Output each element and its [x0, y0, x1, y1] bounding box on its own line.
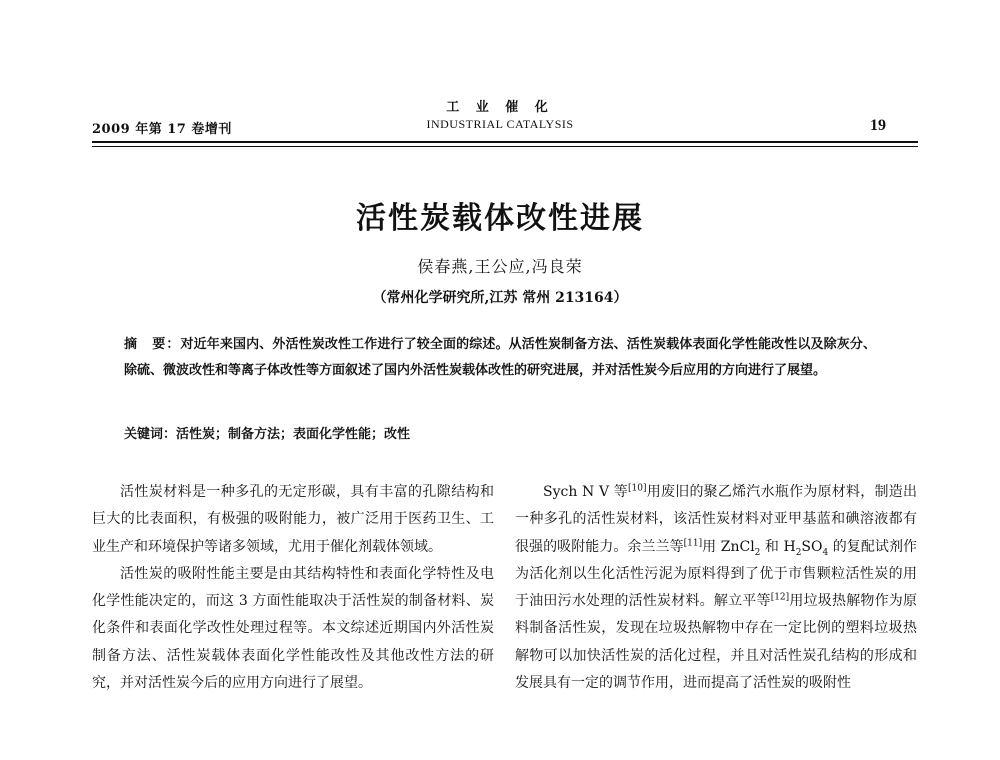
subscript: 2: [754, 547, 761, 558]
keywords-text: 活性炭；制备方法；表面化学性能；改性: [176, 427, 411, 442]
body-text: 的复配试剂作为活化剂以生化活性污泥为原料得到了优于市售颗粒活性炭的用于油田污水处理的活性炭材料。解立平等: [515, 538, 918, 610]
keywords: [124, 425, 876, 445]
issue-info: 2009 年第 17 卷增刊: [92, 122, 232, 137]
subscript: 4: [822, 547, 829, 558]
citation-10: [10]: [628, 483, 647, 494]
body-text: Sych N V 等: [543, 484, 629, 500]
journal-name-cn: 工 业 催 化: [446, 100, 554, 115]
citation-12: [12]: [770, 592, 790, 603]
journal-name: [350, 99, 650, 133]
abstract-label: 摘 要：: [124, 337, 181, 352]
body-text: 用废旧的聚乙烯汽水瓶作为原材料，制造出一种多孔的活性炭材料，该活性炭材料对亚甲基蓝和碘溶液都有很强的吸附能力。余兰兰等: [515, 484, 917, 555]
body-paragraph: 活性炭的吸附性能主要是由其结构特性和表面化学特性及电化学性能决定的，而这 3 方面性能取决于活性炭的制备材料、炭化条件和表面化学改性处理过程等。本文综述近期国内外活性炭制备方法、活性炭载体表面化学性能改性及其他改性方法的研究，并对活性炭今后的应用方向进行了展望。: [92, 565, 494, 692]
body-text: 和 H: [760, 538, 796, 555]
article-title: 活性炭载体改性进展: [356, 201, 644, 236]
body-column-right: [515, 479, 917, 697]
keywords-label: 关键词：: [124, 427, 177, 442]
subscript: 2: [795, 547, 802, 558]
body-paragraph: 活性炭材料是一种多孔的无定形碳，具有丰富的孔隙结构和巨大的比表面积，有极强的吸附能力，被广泛用于医药卫生、工业生产和环境保护等诸多领域，尤用于催化剂载体领域。: [92, 484, 494, 555]
page-number: 19: [870, 117, 886, 134]
body-text: 用垃圾热解物作为原料制备活性炭，发现在垃圾热解物中存在一定比例的塑料垃圾热解物可以加快活性炭的活化过程，并且对活性炭孔结构的形成和发展具有一定的调节作用，进而提高了活性炭的吸附性: [515, 593, 918, 692]
header-rule-thick: [92, 141, 918, 143]
body-column-left: [92, 479, 494, 697]
body-text: SO: [801, 538, 823, 555]
journal-name-en: INDUSTRIAL CATALYSIS: [426, 117, 574, 131]
body-paragraph: [515, 479, 917, 697]
body-text: 用 ZnCl: [702, 538, 755, 555]
citation-11: [11]: [683, 537, 703, 548]
abstract-text: 对近年来国内、外活性炭改性工作进行了较全面的综述。从活性炭制备方法、活性炭载体表面化学性能改性以及除灰分、除硫、微波改性和等离子体改性等方面叙述了国内外活性炭载体改性的研究进展，并对活性炭今后应用的方向进行了展望。: [124, 337, 876, 378]
article-affiliation: （常州化学研究所,江苏 常州 213164）: [372, 290, 628, 306]
abstract: [124, 332, 876, 384]
article-authors: 侯春燕,王公应,冯良荣: [417, 257, 583, 276]
header-rule-thin: [92, 146, 918, 147]
